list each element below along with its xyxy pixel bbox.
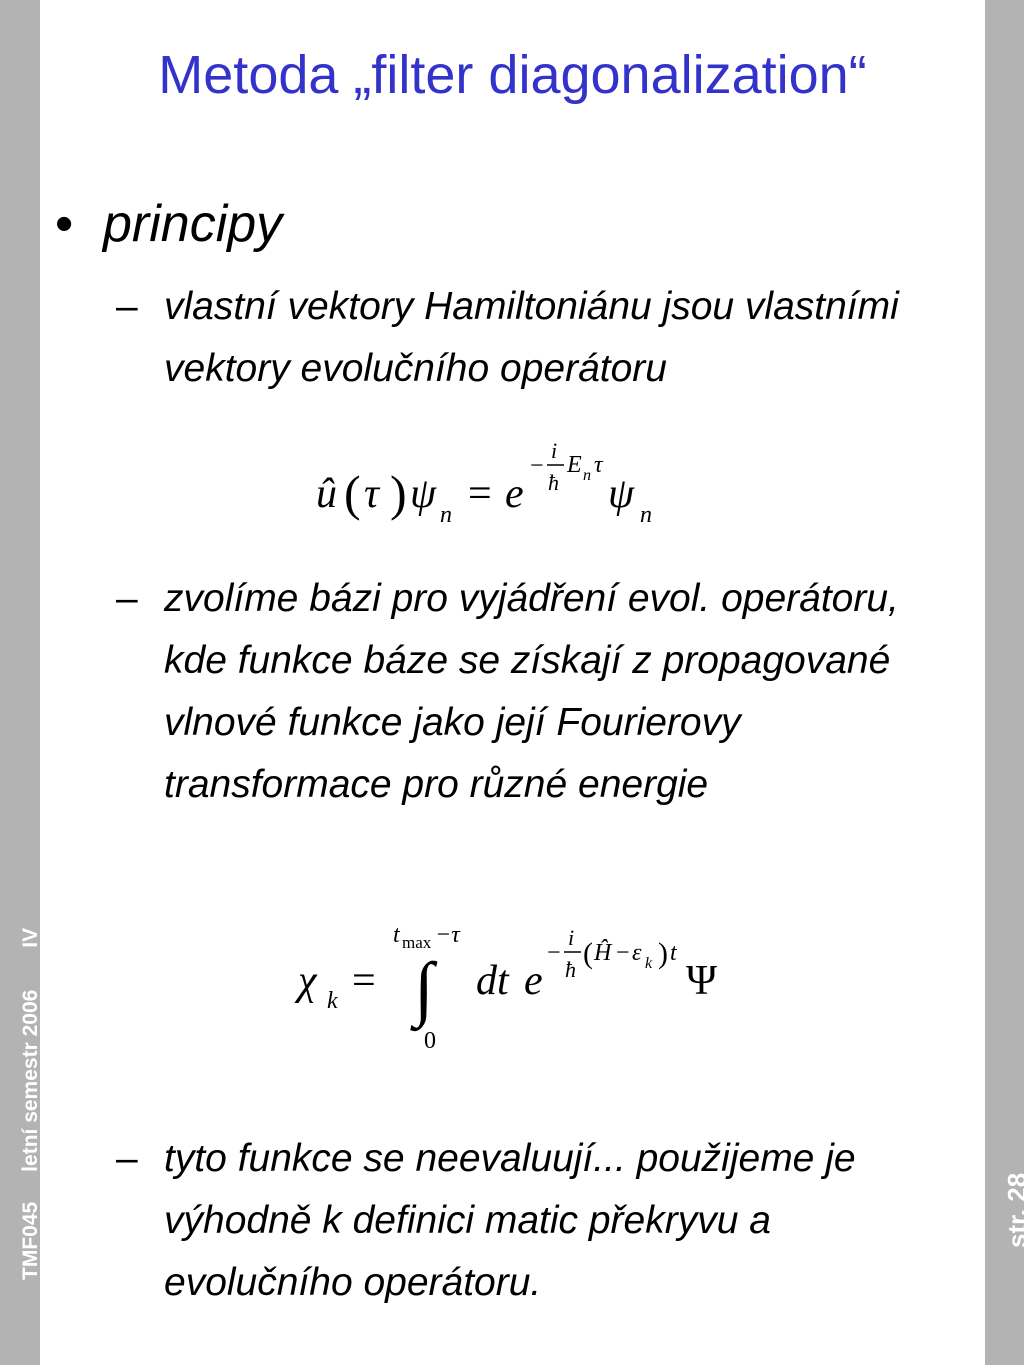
eq1-u-hat: û [316,471,337,517]
eq2-exp-lparen: ( [583,937,593,970]
eq1-exp-i: i [551,438,558,463]
slide-title: Metoda „filter diagonalization“ [158,45,867,105]
eq2-integral: ∫ [414,948,434,1028]
sub-item-text: vlastní vektory Hamiltoniánu jsou vlastními vektory evolučního operátoru [164,285,899,390]
eq2-exp-sub-k: k [645,955,653,972]
eq1-equals: = [468,471,492,517]
eq2-exp-i: i [568,925,575,950]
eq1-e: e [505,471,524,517]
eq2-chi: χ [298,958,317,1004]
page-number: str. 28 [1002,1172,1032,1248]
eq2-dt: dt [476,958,509,1004]
eq2-exp-op: − [616,940,630,966]
eq1-tau: τ [364,471,380,517]
sub-item-dash: – [116,577,138,620]
eq1-exp-hbar: ħ [548,470,559,495]
footer-course: TMF045 [19,1201,42,1280]
eq2-sub-k: k [327,988,338,1014]
eq2-exp-rparen: ) [658,937,668,970]
eq2-exp-t: t [670,940,677,966]
eq1-psi: ψ [410,471,437,517]
bullet-label: principy [103,195,283,253]
eq1-rhs-psi: ψ [608,471,635,517]
eq1-exp-minus: − [530,453,544,479]
eq1-exp-sub-n: n [583,467,591,484]
eq2-exp-eps: ε [632,940,642,966]
eq2-e: e [524,958,543,1004]
sub-item-overlap-matrices [116,1128,956,1314]
bullet-symbol: • [55,195,74,253]
footer-part: IV [19,927,42,948]
eq1-exp-tau: τ [594,452,603,478]
eq2-upper-max: max [402,933,432,952]
eq2-upper-rest: −τ [435,922,460,948]
eq1-lparen: ( [344,465,361,521]
eq2-equals: = [352,958,376,1004]
eq1-sub-n: n [440,502,452,528]
eq2-exp-H: Ĥ [594,940,612,966]
eq2-exp-hbar: ħ [565,957,576,982]
eq2-upper-t: t [393,922,400,948]
eq2-Psi: Ψ [686,958,717,1004]
eq1-rhs-sub-n: n [640,502,652,528]
eq2-lower: 0 [424,1028,436,1054]
sub-item-dash: – [116,1137,138,1180]
sub-item-text: tyto funkce se neevaluují... použijeme je výhodně k definici matic překryvu a evolučního operátoru. [164,1137,856,1304]
eq2-exp-minus: − [547,940,561,966]
footer-semester: letní semestr 2006 [19,989,42,1172]
sub-item-dash: – [116,285,138,328]
eq1-exp-E: E [567,452,582,478]
eq1-rparen: ) [390,465,407,521]
sub-item-text: zvolíme bázi pro vyjádření evol. operátoru, kde funkce báze se získají z propagované vlnové funkce jako její Fourierovy transformace pro různé energie [164,577,899,806]
